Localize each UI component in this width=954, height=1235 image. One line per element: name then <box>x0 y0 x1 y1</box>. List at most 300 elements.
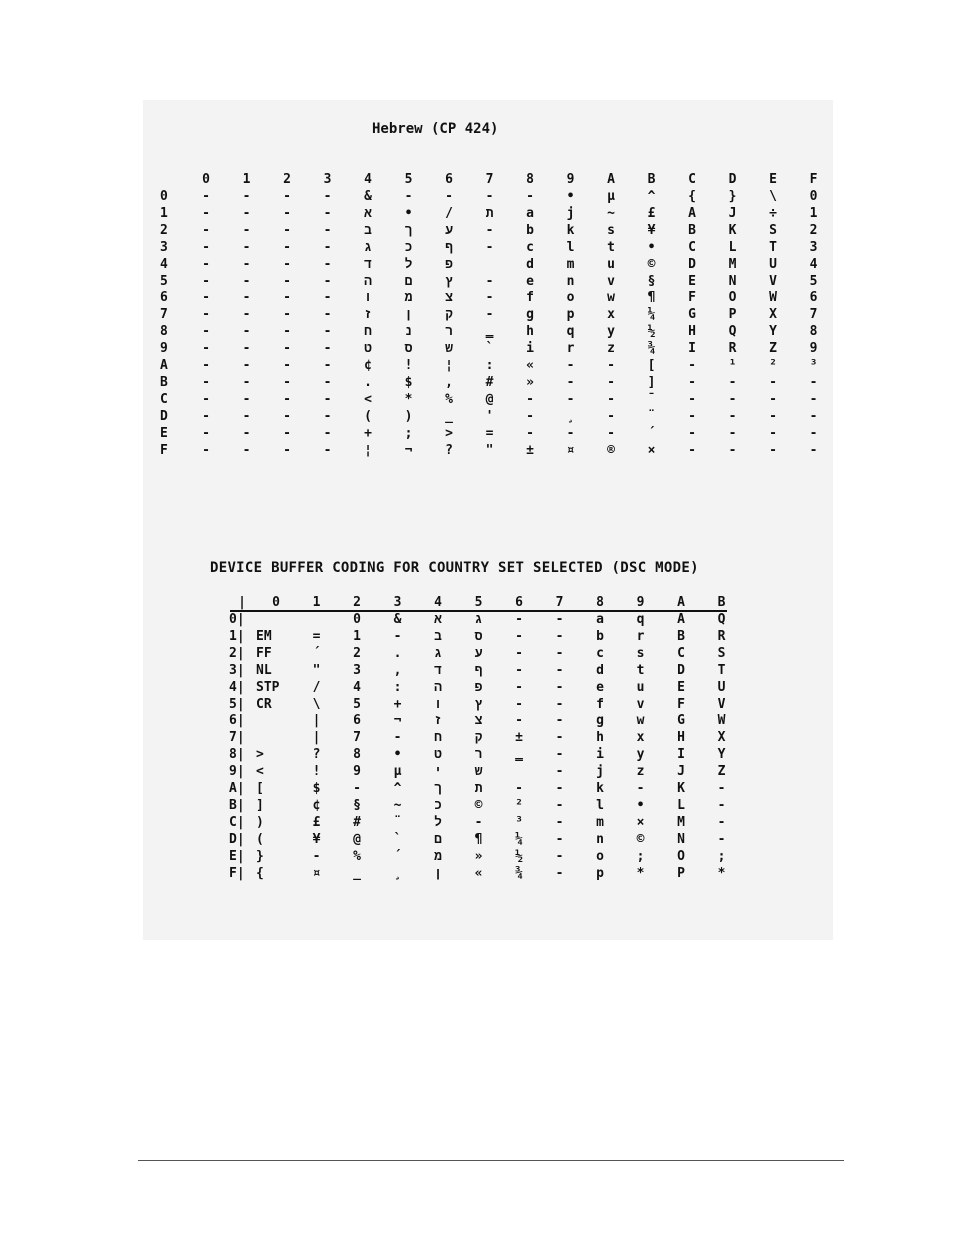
table-cell: O <box>728 290 737 306</box>
table-cell: ץ <box>445 273 453 289</box>
corner-header: | <box>238 595 246 610</box>
table-cell: כ <box>404 239 413 255</box>
table-cell: | <box>312 713 321 729</box>
table-cell: X <box>769 307 777 323</box>
table-cell: ' <box>485 408 494 424</box>
table-cell: D <box>688 256 696 272</box>
table-cell: P <box>728 307 737 323</box>
table-cell: - <box>323 442 332 458</box>
table-cell: - <box>242 358 251 373</box>
table-cell: n <box>596 831 604 847</box>
table-cell: - <box>202 290 210 306</box>
table-cell: 5 <box>353 696 361 712</box>
column-header: 8 <box>526 172 534 187</box>
table-cell: j <box>566 205 575 221</box>
table-cell: - <box>555 645 564 661</box>
table-cell: ח <box>434 730 442 746</box>
table-cell: 5 <box>809 273 818 289</box>
column-header: D <box>728 172 737 187</box>
table-cell: t <box>636 662 645 678</box>
table-cell: ח <box>364 324 372 340</box>
table-cell: - <box>202 425 210 441</box>
table-cell: © <box>636 831 645 847</box>
table-cell <box>256 730 296 746</box>
column-header: 5 <box>474 595 483 610</box>
table-cell: א <box>434 612 442 627</box>
table-cell: - <box>688 425 696 441</box>
table-cell: - <box>555 781 564 796</box>
table-cell: " <box>485 442 494 458</box>
table-cell: ] <box>647 374 656 390</box>
table-cell: ² <box>769 358 777 373</box>
table-cell: - <box>283 358 291 373</box>
row-header: 8 <box>160 324 168 340</box>
table-cell: § <box>353 797 361 813</box>
table-cell: - <box>555 865 564 881</box>
table-cell: m <box>566 256 575 272</box>
table-cell: ת <box>485 205 494 221</box>
table-cell: - <box>555 696 564 712</box>
table-cell: - <box>283 273 291 289</box>
column-header: B <box>717 595 726 610</box>
table-cell: ב <box>364 222 372 238</box>
table-cell: ! <box>312 764 321 780</box>
column-header: 2 <box>283 172 291 187</box>
table-cell: - <box>809 442 818 458</box>
table-cell: ¶ <box>474 831 483 847</box>
table-cell: 2 <box>809 222 818 238</box>
table-cell: f <box>596 696 604 712</box>
table-cell: D <box>677 662 685 678</box>
table-cell: L <box>677 797 685 813</box>
table-cell: ך <box>434 781 442 796</box>
table-cell: - <box>607 374 615 390</box>
table-cell: ¨ <box>647 408 656 424</box>
table-cell: , <box>393 662 402 678</box>
table-cell: נ <box>404 324 413 340</box>
table-cell: h <box>596 730 604 746</box>
table-cell: - <box>636 781 645 796</box>
table-cell: © <box>474 797 483 813</box>
table-cell: y <box>607 324 615 340</box>
table-cell: 4 <box>353 679 361 695</box>
table-cell: ג <box>474 612 483 627</box>
table-cell: - <box>526 189 534 204</box>
table-cell: § <box>647 273 656 289</box>
row-header: D <box>160 408 168 424</box>
table-cell: - <box>242 222 251 238</box>
table-cell: ף <box>445 239 453 255</box>
table-cell: - <box>485 273 494 289</box>
table-cell: ג <box>364 239 372 255</box>
row-header: B| <box>229 797 245 813</box>
table-cell: ל <box>404 256 413 272</box>
table-cell: C <box>677 645 685 661</box>
table-cell: - <box>202 256 210 272</box>
table-cell: ´ <box>393 848 402 864</box>
column-header: 2 <box>353 595 361 610</box>
table-cell: 7 <box>353 730 361 746</box>
table-cell: + <box>364 425 372 441</box>
table-cell: ב <box>434 628 442 644</box>
table-cell: ¼ <box>647 307 656 323</box>
table-cell: ÷ <box>769 205 777 221</box>
table-cell: t <box>607 239 615 255</box>
table-cell: - <box>515 612 523 627</box>
table-cell: ס <box>404 341 413 357</box>
table-header-rule <box>230 610 727 612</box>
table-cell: ` <box>393 831 402 847</box>
table-cell: ` <box>485 341 494 357</box>
table-cell: z <box>636 764 645 780</box>
column-header: A <box>677 595 685 610</box>
column-header: 5 <box>404 172 413 187</box>
table-cell: - <box>283 425 291 441</box>
column-header: 8 <box>596 595 604 610</box>
table-cell: x <box>607 307 615 323</box>
table-cell: - <box>688 358 696 373</box>
table-cell: - <box>566 374 575 390</box>
table-cell: [ <box>647 358 656 373</box>
row-header: D| <box>229 831 245 847</box>
table-cell: - <box>242 442 251 458</box>
table-cell: ~ <box>607 205 615 221</box>
table-cell: ץ <box>474 696 483 712</box>
table-cell: ¢ <box>312 797 321 813</box>
table-cell: µ <box>393 764 402 780</box>
table-cell: p <box>596 865 604 881</box>
table-cell: - <box>283 205 291 221</box>
table-cell: - <box>202 358 210 373</box>
table-cell: * <box>717 865 726 881</box>
table-cell: ) <box>256 814 264 830</box>
table-cell: ¾ <box>647 341 656 357</box>
table-cell: ! <box>404 358 413 373</box>
table-cell: - <box>474 814 483 830</box>
table-cell: ‗ <box>485 324 494 340</box>
table-cell: Z <box>769 341 777 357</box>
table-cell: a <box>596 612 604 627</box>
table-cell: n <box>566 273 575 289</box>
table-cell: W <box>717 713 726 729</box>
table-cell: J <box>677 764 685 780</box>
table-cell: : <box>393 679 402 695</box>
table-cell: ם <box>404 273 413 289</box>
table-cell: - <box>566 425 575 441</box>
table-cell: - <box>526 425 534 441</box>
row-header: 4 <box>160 256 168 272</box>
table-cell: - <box>515 781 523 796</box>
table-cell: ו <box>364 290 372 306</box>
table-cell: * <box>636 865 645 881</box>
table-cell: ( <box>364 408 372 424</box>
table-cell: - <box>242 391 251 407</box>
table-cell: / <box>312 679 321 695</box>
table-cell: ¬ <box>393 713 402 729</box>
table-cell: - <box>242 425 251 441</box>
table-cell: = <box>312 628 321 644</box>
table-cell <box>256 612 296 628</box>
table-cell: EM <box>256 628 272 644</box>
table-cell: % <box>353 848 361 864</box>
row-header: F| <box>229 865 245 881</box>
table-cell: ~ <box>393 797 402 813</box>
row-header: 7| <box>229 730 245 746</box>
table-cell: - <box>526 391 534 407</box>
table-cell: E <box>688 273 696 289</box>
table-cell: i <box>596 747 604 763</box>
table-cell: @ <box>485 391 494 407</box>
table-cell: m <box>596 814 604 830</box>
table-cell: ה <box>434 679 442 695</box>
table-cell: c <box>526 239 534 255</box>
table-cell: B <box>677 628 685 644</box>
table-cell: e <box>526 273 534 289</box>
table-cell: [ <box>256 781 264 796</box>
table-cell: ^ <box>647 189 656 204</box>
row-header: 6| <box>229 713 245 729</box>
table-cell: a <box>526 205 534 221</box>
column-header: 0 <box>272 595 280 610</box>
table-cell: - <box>202 391 210 407</box>
column-header: 7 <box>485 172 494 187</box>
table-cell: - <box>323 189 332 204</box>
row-header: A| <box>229 781 245 796</box>
table-cell: 0 <box>809 189 818 204</box>
table-cell: - <box>242 341 251 357</box>
table-cell: 3 <box>809 239 818 255</box>
table-cell: - <box>809 374 818 390</box>
column-header: 6 <box>515 595 523 610</box>
table-cell: - <box>717 781 726 796</box>
table-cell: I <box>688 341 696 357</box>
table-cell: ס <box>474 628 483 644</box>
table-cell: + <box>393 696 402 712</box>
table-cell: 3 <box>353 662 361 678</box>
table-cell: • <box>404 205 413 221</box>
column-header: E <box>769 172 777 187</box>
column-header: 4 <box>434 595 442 610</box>
table-cell <box>473 257 507 273</box>
table-cell: - <box>809 408 818 424</box>
table-cell: א <box>364 205 372 221</box>
table-cell: - <box>283 189 291 204</box>
table-cell: < <box>364 391 372 407</box>
table-cell: T <box>717 662 726 678</box>
table-cell: ½ <box>515 848 523 864</box>
table-cell: _ <box>353 865 361 881</box>
table-cell: - <box>323 205 332 221</box>
table-cell: u <box>636 679 645 695</box>
table-cell: » <box>474 848 483 864</box>
table-cell: - <box>353 781 361 796</box>
table-cell: ¹ <box>728 358 737 373</box>
table-cell: U <box>717 679 726 695</box>
table-cell: - <box>769 425 777 441</box>
table-cell: J <box>728 205 737 221</box>
row-header: 5 <box>160 273 168 289</box>
table-cell: « <box>526 358 534 373</box>
device-buffer-table-title: DEVICE BUFFER CODING FOR COUNTRY SET SELECTED (DSC MODE) <box>210 560 699 576</box>
table-cell: P <box>677 865 685 881</box>
table-cell: - <box>555 730 564 746</box>
table-cell: « <box>474 865 483 881</box>
table-cell: L <box>728 239 737 255</box>
table-cell: ³ <box>809 358 818 373</box>
table-cell: - <box>515 645 523 661</box>
table-cell: - <box>242 256 251 272</box>
table-cell: NL <box>256 662 272 678</box>
table-cell: ³ <box>515 814 523 830</box>
row-header: 1| <box>229 628 245 644</box>
table-cell: } <box>256 848 264 864</box>
table-cell: 7 <box>809 307 818 323</box>
table-cell: 4 <box>809 256 818 272</box>
table-cell: - <box>515 679 523 695</box>
table-cell: - <box>607 425 615 441</box>
table-cell: # <box>485 374 494 390</box>
table-cell <box>502 764 536 780</box>
table-cell: - <box>515 713 523 729</box>
table-cell: c <box>596 645 604 661</box>
row-header: B <box>160 374 168 390</box>
table-cell: { <box>256 865 264 881</box>
table-cell: N <box>728 273 737 289</box>
table-cell: - <box>202 222 210 238</box>
table-cell: v <box>636 696 645 712</box>
table-cell: - <box>323 374 332 390</box>
row-header: E <box>160 425 168 441</box>
column-header: 0 <box>202 172 210 187</box>
table-cell: - <box>283 391 291 407</box>
table-cell: - <box>485 290 494 306</box>
row-header: C| <box>229 814 245 830</box>
table-cell: - <box>323 425 332 441</box>
table-cell: ם <box>434 831 442 847</box>
table-cell: ן <box>434 865 442 881</box>
table-cell: - <box>717 797 726 813</box>
table-cell: - <box>323 256 332 272</box>
table-cell: 1 <box>353 628 361 644</box>
table-cell: F <box>677 696 685 712</box>
table-cell: - <box>202 408 210 424</box>
table-cell: W <box>769 290 777 306</box>
table-cell: - <box>728 425 737 441</box>
table-cell: - <box>769 442 777 458</box>
table-cell: K <box>677 781 685 796</box>
table-cell: - <box>485 222 494 238</box>
table-cell: o <box>566 290 575 306</box>
table-cell <box>300 612 334 628</box>
table-cell: 2 <box>353 645 361 661</box>
table-cell: - <box>242 189 251 204</box>
table-cell: FF <box>256 645 272 661</box>
table-cell: X <box>717 730 726 746</box>
table-cell: ´ <box>312 645 321 661</box>
table-cell: . <box>393 645 402 661</box>
table-cell: - <box>323 290 332 306</box>
table-cell: O <box>677 848 685 864</box>
table-cell: 6 <box>353 713 361 729</box>
row-header: 3| <box>229 662 245 678</box>
table-cell: - <box>728 374 737 390</box>
table-cell: - <box>404 189 413 204</box>
table-cell: ק <box>474 730 483 746</box>
table-cell: ¶ <box>647 290 656 306</box>
table-cell: , <box>445 374 453 390</box>
table-cell: - <box>323 324 332 340</box>
table-cell: B <box>688 222 696 238</box>
table-cell: ; <box>717 848 726 864</box>
table-cell: $ <box>404 374 413 390</box>
table-cell <box>256 713 296 729</box>
table-cell: - <box>283 324 291 340</box>
table-cell: ¦ <box>364 442 372 458</box>
table-cell: ש <box>445 341 453 357</box>
row-header: 4| <box>229 679 245 695</box>
table-cell: q <box>566 324 575 340</box>
table-cell: v <box>607 273 615 289</box>
table-cell: ¼ <box>515 831 523 847</box>
table-cell: - <box>323 222 332 238</box>
table-cell: Z <box>717 764 726 780</box>
table-cell: - <box>728 408 737 424</box>
table-cell: ´ <box>647 425 656 441</box>
table-cell: - <box>323 408 332 424</box>
column-header: 4 <box>364 172 372 187</box>
table-cell: < <box>256 764 264 780</box>
table-cell: - <box>769 391 777 407</box>
row-header: 5| <box>229 696 245 712</box>
table-cell: F <box>688 290 696 306</box>
table-cell: " <box>312 662 321 678</box>
table-cell: u <box>607 256 615 272</box>
table-cell: - <box>555 679 564 695</box>
table-cell: - <box>323 307 332 323</box>
table-cell: ^ <box>393 781 402 796</box>
table-cell: • <box>636 797 645 813</box>
table-cell: - <box>566 391 575 407</box>
table-cell: j <box>596 764 604 780</box>
table-cell: g <box>526 307 534 323</box>
table-cell: - <box>769 408 777 424</box>
table-cell: ¥ <box>312 831 321 847</box>
table-cell: - <box>242 307 251 323</box>
table-cell: - <box>283 290 291 306</box>
table-cell: G <box>688 307 696 323</box>
table-cell: A <box>677 612 685 627</box>
table-cell: Y <box>717 747 726 763</box>
table-cell: ל <box>434 814 442 830</box>
table-cell: - <box>728 391 737 407</box>
table-cell: - <box>555 662 564 678</box>
table-cell: - <box>555 831 564 847</box>
table-cell: - <box>242 205 251 221</box>
table-cell: - <box>555 628 564 644</box>
row-header: A <box>160 358 168 373</box>
table-cell: - <box>555 797 564 813</box>
table-cell: - <box>202 374 210 390</box>
table-cell: ש <box>474 764 483 780</box>
table-cell: STP <box>256 679 280 695</box>
table-cell: ² <box>515 797 523 813</box>
table-cell: - <box>555 814 564 830</box>
table-cell: h <box>526 324 534 340</box>
column-header: 7 <box>555 595 564 610</box>
table-cell: - <box>728 442 737 458</box>
row-header: 0| <box>229 612 245 627</box>
table-cell: - <box>393 628 402 644</box>
